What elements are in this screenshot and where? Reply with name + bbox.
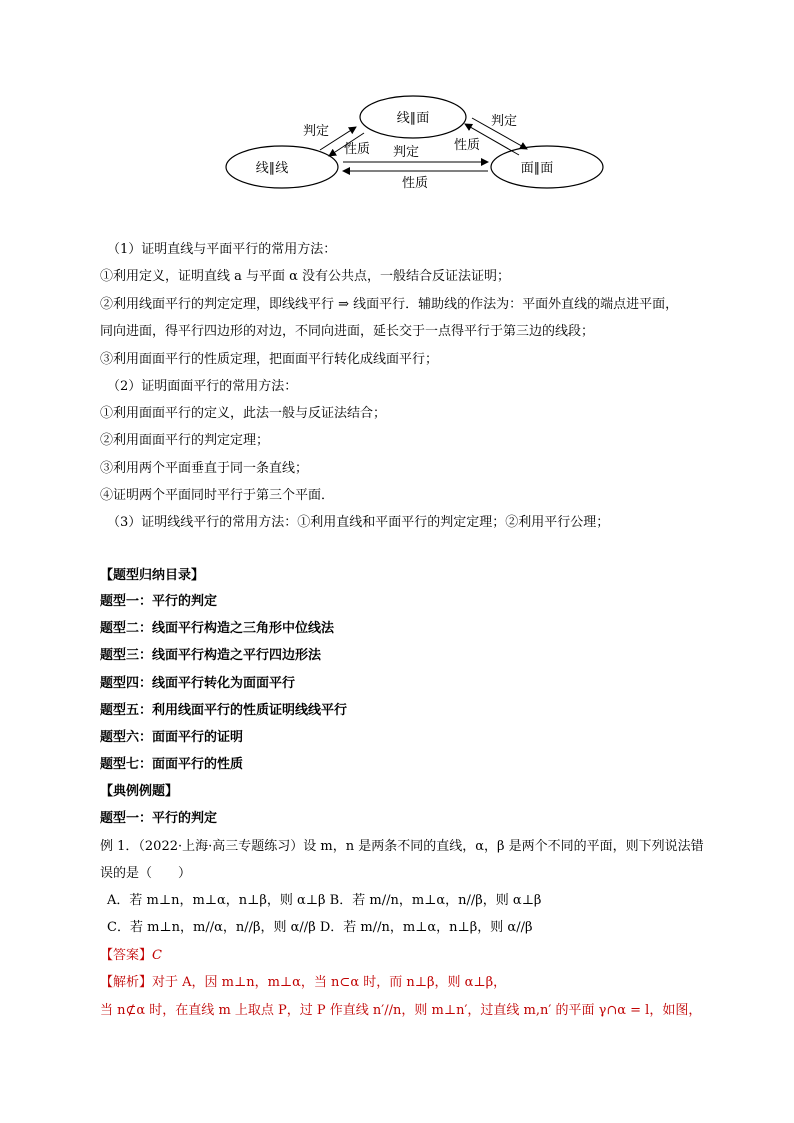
- label-prop-right: 性质: [454, 138, 481, 153]
- section2-item2: ②利用面面平行的判定定理；: [100, 433, 270, 448]
- catalog-item-7: 题型七：面面平行的性质: [100, 757, 244, 772]
- analysis-line2: 当 n⊄α 时，在直线 m 上取点 P，过 P 作直线 n′//n，则 m⊥n′，过直线 m,n′ 的平面 γ∩α = l，如图，: [100, 1003, 702, 1018]
- parallel-relationship-diagram: [0, 0, 794, 200]
- node-line-plane-label: 线∥面: [396, 111, 430, 126]
- catalog-item-3: 题型三：线面平行构造之平行四边形法: [100, 648, 322, 663]
- section1-title: （1）证明直线与平面平行的常用方法：: [107, 242, 337, 257]
- catalog-item-1: 题型一：平行的判定: [100, 594, 218, 609]
- label-prop-left: 性质: [344, 142, 371, 157]
- section2-title: （2）证明面面平行的常用方法：: [107, 379, 298, 394]
- catalog-heading: 【题型归纳目录】: [100, 568, 205, 583]
- answer-value: C: [152, 948, 162, 963]
- section3: （3）证明线线平行的常用方法：①利用直线和平面平行的判定定理；②利用平行公理；: [107, 515, 610, 530]
- example1-options-cd: C．若 m⊥n，m//α，n//β，则 α//β D．若 m//n，m⊥α，n⊥β，则 α//β: [107, 920, 533, 935]
- label-judge-left: 判定: [303, 124, 330, 139]
- label-judge-right: 判定: [491, 114, 518, 129]
- section2-item3: ③利用两个平面垂直于同一条直线；: [100, 461, 309, 476]
- examples-heading: 【典例例题】: [100, 784, 179, 799]
- node-plane-plane-label: 面∥面: [520, 161, 554, 176]
- label-judge-bottom: 判定: [393, 145, 420, 160]
- answer-label: 【答案】: [100, 948, 153, 963]
- section1-item2-line1: ②利用线面平行的判定定理，即线线平行 ⇒ 线面平行．辅助线的作法为：平面外直线的端点进平面，: [100, 297, 679, 312]
- answer-row: [100, 948, 162, 964]
- example1-line2: 误的是（ ）: [100, 866, 192, 881]
- example1-line1: 例 1．（2022·上海·高三专题练习）设 m，n 是两条不同的直线，α，β 是两个不同的平面，则下列说法错: [100, 839, 704, 854]
- analysis-line1-row: [100, 975, 506, 991]
- catalog-item-2: 题型二：线面平行构造之三角形中位线法: [100, 621, 335, 636]
- example1-options-ab: A．若 m⊥n，m⊥α，n⊥β，则 α⊥β B．若 m//n，m⊥α，n//β，则 α⊥β: [107, 893, 542, 908]
- section1-item1: ①利用定义，证明直线 a 与平面 α 没有公共点，一般结合反证法证明；: [100, 269, 511, 284]
- section1-item2-line2: 同向进面，得平行四边形的对边，不同向进面，延长交于一点得平行于第三边的线段；: [100, 324, 595, 339]
- analysis-label: 【解析】: [100, 975, 153, 990]
- catalog-item-4: 题型四：线面平行转化为面面平行: [100, 676, 296, 691]
- node-line-line-label: 线∥线: [255, 161, 289, 176]
- examples-type-title: 题型一：平行的判定: [100, 811, 218, 826]
- analysis-line1: 对于 A，因 m⊥n，m⊥α，当 n⊂α 时，而 n⊥β，则 α⊥β，: [152, 975, 507, 990]
- catalog-item-6: 题型六：面面平行的证明: [100, 730, 244, 745]
- label-prop-bottom: 性质: [402, 176, 429, 191]
- section2-item4: ④证明两个平面同时平行于第三个平面．: [100, 488, 335, 503]
- catalog-item-5: 题型五：利用线面平行的性质证明线线平行: [100, 703, 348, 718]
- section1-item3: ③利用面面平行的性质定理，把面面平行转化成线面平行；: [100, 352, 439, 367]
- section2-item1: ①利用面面平行的定义，此法一般与反证法结合；: [100, 406, 387, 421]
